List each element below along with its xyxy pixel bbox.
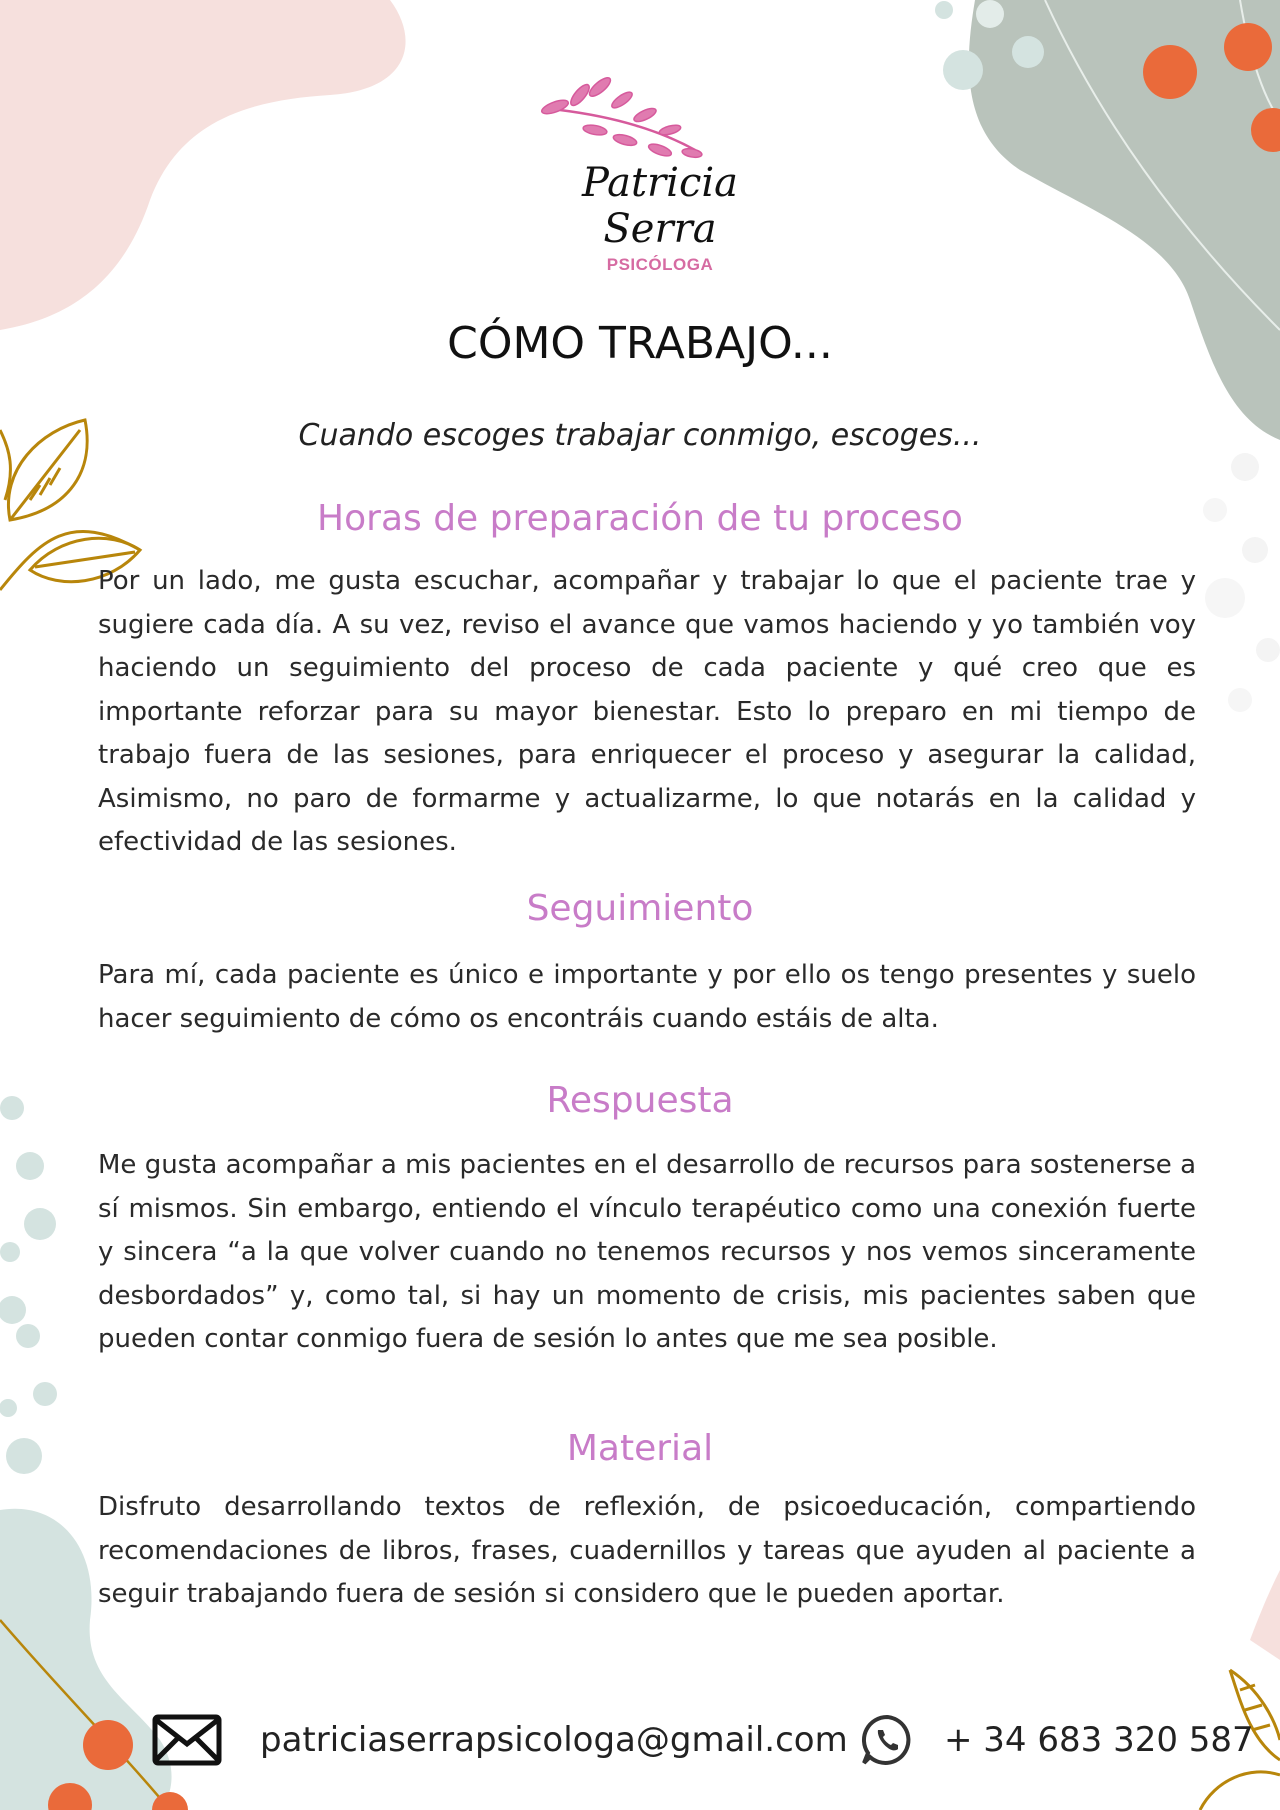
whatsapp-icon [860,1713,914,1767]
section-heading-material: Material [566,1428,714,1469]
section-body-preparation: Por un lado, me gusta escuchar, acompañar y trabajar lo que el paciente trae y sugiere cada día. A su vez, reviso el avance que vamos haciendo y yo también voy haciendo un seguimiento del proceso de cada paciente y qué creo que es importante reforzar para su mayor bienestar. Esto lo preparo en mi tiempo de trabajo fuera de las sesiones, para enriquecer el proceso y asegurar la calidad, Asimismo, no paro de formarme y actualizarme, lo que notarás en la calidad y efectividad de las sesiones. [98,566,1196,857]
section-body-response: Me gusta acompañar a mis pacientes en el desarrollo de recursos para sostenerse a sí mismos. Sin embargo, entiendo el vínculo terapéutico como una conexión fuerte y sincera “a la que volver cuando no tenemos recursos y nos vemos sinceramente desbordados” y, como tal, si hay un momento de crisis, mis pacientes saben que pueden contar conmigo fuera de sesión lo antes que me sea posible. [98,1150,1196,1354]
section-heading-followup: Seguimiento [526,888,754,929]
phone-number[interactable]: + 34 683 320 587 [944,1720,1254,1760]
contact-email[interactable] [152,1705,848,1775]
pink-branch-icon [540,75,702,159]
brand-name: Patricia Serra [582,160,738,252]
section-body-material: Disfruto desarrollando textos de reflexión, de psicoeducación, compartiendo recomendaciones de libros, frases, cuadernillos y tareas que ayuden al paciente a seguir trabajando fuera de sesión si considero que le pueden aportar. [98,1492,1196,1609]
brand-role: PSICÓLOGA [606,255,714,274]
section-body-followup: Para mí, cada paciente es único e importante y por ello os tengo presentes y suelo hacer seguimiento de cómo os encontráis cuando estáis de alta. [98,960,1196,1034]
email-address[interactable]: patriciaserrapsicologa@gmail.com [260,1720,848,1760]
envelope-icon [152,1714,222,1766]
page-subtitle: Cuando escoges trabajar conmigo, escoges... [298,418,982,453]
section-heading-response: Respuesta [546,1080,734,1121]
contact-phone[interactable] [860,1705,1254,1775]
page-title: CÓMO TRABAJO... [447,318,833,369]
section-heading-preparation: Horas de preparación de tu proceso [317,498,963,539]
